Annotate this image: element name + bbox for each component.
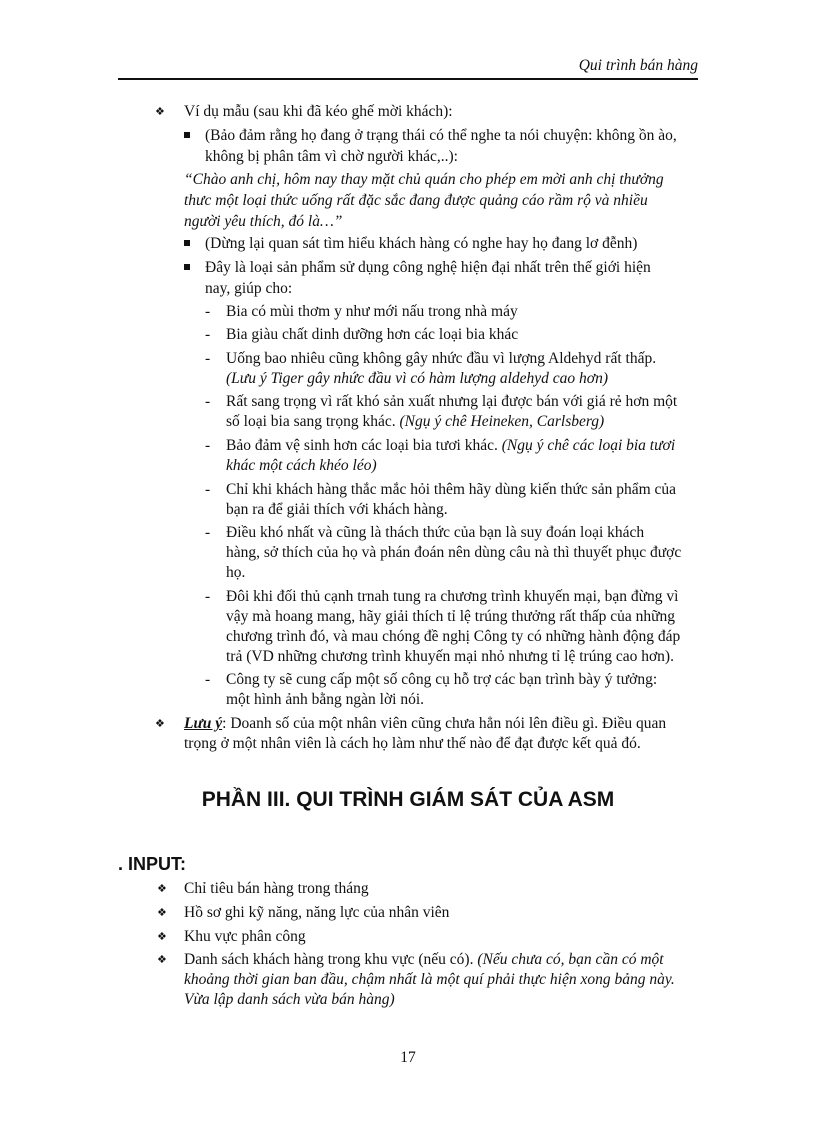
benefit-4-line-1: Rất sang trọng vì rất khó sản xuất nhưng lại được bán với giá rẻ hơn một bbox=[226, 393, 678, 410]
dash-bullet-icon: - bbox=[205, 437, 211, 454]
quote-line-1: “Chào anh chị, hôm nay thay mặt chủ quán cho phép em mời anh chị thưởng bbox=[184, 171, 664, 188]
section-title: PHẦN III. QUI TRÌNH GIÁM SÁT CỦA ASM bbox=[201, 788, 615, 811]
quote-line-2: thưc một loại thức uống rất đặc sắc đang được quảng cáo rầm rộ và nhiều bbox=[184, 192, 648, 209]
diamond-bullet-icon: ❖ bbox=[155, 106, 165, 118]
input-item-4-line-2: khoảng thời gian ban đầu, chậm nhất là một quí phải thực hiện xong bảng này. bbox=[184, 971, 675, 988]
benefit-4-aside: (Ngụ ý chê Heineken, Carlsberg) bbox=[399, 413, 605, 430]
condition-line-1: (Bảo đảm rằng họ đang ở trạng thái có thể nghe ta nói chuyện: không ồn ào, bbox=[205, 127, 677, 144]
header-rule bbox=[118, 78, 698, 80]
pause-text: (Dừng lại quan sát tìm hiểu khách hàng có nghe hay họ đang lơ đễnh) bbox=[205, 235, 638, 252]
benefit-6-line-1: Chỉ khi khách hàng thắc mắc hỏi thêm hãy dùng kiến thức sản phẩm của bbox=[226, 481, 677, 498]
input-item-2: Hồ sơ ghi kỹ năng, năng lực của nhân viên bbox=[184, 904, 450, 921]
dash-bullet-icon: - bbox=[205, 481, 211, 498]
square-bullet-icon bbox=[184, 240, 190, 246]
benefit-2: Bia giàu chất dinh dưỡng hơn các loại bia khác bbox=[226, 326, 519, 343]
note-text: : Doanh số của một nhân viên cũng chưa hẳn nói lên điều gì. Điều quan bbox=[222, 715, 667, 732]
input-item-4-line-1 bbox=[184, 950, 664, 970]
square-bullet-icon bbox=[184, 132, 190, 138]
benefit-7-line-3: họ. bbox=[226, 564, 246, 581]
benefit-7-line-1: Điều khó nhất và cũng là thách thức của bạn là suy đoán loại khách bbox=[226, 524, 645, 541]
input-item-4-text: Danh sách khách hàng trong khu vực (nếu có). bbox=[184, 951, 478, 968]
input-title: . INPUT: bbox=[118, 854, 187, 874]
product-line-2: nay, giúp cho: bbox=[205, 280, 293, 297]
example-title: Ví dụ mẫu (sau khi đã kéo ghế mời khách): bbox=[184, 103, 453, 120]
benefit-3-line-1: Uống bao nhiêu cũng không gây nhức đầu vì lượng Aldehyd rất thấp. bbox=[226, 350, 657, 367]
benefit-8-line-2: vậy mà hoang mang, hãy giải thích tỉ lệ trúng thưởng rất thấp của những bbox=[226, 608, 675, 625]
condition-line-2: không bị phân tâm vì chờ người khác,..): bbox=[205, 148, 458, 165]
benefit-5-line-1 bbox=[226, 436, 675, 456]
benefit-5-aside: (Ngụ ý chê các loại bia tươi bbox=[501, 437, 676, 454]
benefit-4-line-2 bbox=[226, 412, 604, 432]
benefit-8-line-4: trả (VD những chương trình khuyến mại nhỏ nhưng tỉ lệ trúng cao hơn). bbox=[226, 648, 674, 665]
diamond-bullet-icon: ❖ bbox=[157, 931, 167, 943]
diamond-bullet-icon: ❖ bbox=[157, 883, 167, 895]
diamond-bullet-icon: ❖ bbox=[157, 954, 167, 966]
benefit-9-line-1: Công ty sẽ cung cấp một số công cụ hỗ trợ các bạn trình bày ý tưởng: bbox=[226, 671, 658, 688]
quote-line-3: người yêu thích, đó là…” bbox=[184, 213, 343, 230]
benefit-3-line-2: (Lưu ý Tiger gây nhức đầu vì có hàm lượng aldehyd cao hơn) bbox=[226, 370, 608, 387]
diamond-bullet-icon: ❖ bbox=[157, 907, 167, 919]
note-line-2: trọng ở một nhân viên là cách họ làm như thế nào để đạt được kết quả đó. bbox=[184, 735, 641, 752]
diamond-bullet-icon: ❖ bbox=[155, 718, 165, 730]
page-number: 17 bbox=[400, 1049, 416, 1066]
dash-bullet-icon: - bbox=[205, 671, 211, 688]
running-header: Qui trình bán hàng bbox=[578, 57, 698, 74]
note-label: Lưu ý bbox=[184, 715, 223, 732]
product-line-1: Đây là loại sản phẩm sử dụng công nghệ hiện đại nhất trên thế giới hiện bbox=[205, 259, 651, 276]
dash-bullet-icon: - bbox=[205, 326, 211, 343]
input-item-4-line-3: Vừa lập danh sách vừa bán hàng) bbox=[184, 991, 395, 1008]
benefit-5-text: Bảo đảm vệ sinh hơn các loại bia tươi khác. bbox=[226, 437, 502, 454]
note-line-1 bbox=[184, 714, 666, 734]
benefit-8-line-1: Đôi khi đối thủ cạnh trnah tung ra chương trình khuyến mại, bạn đừng vì bbox=[226, 588, 679, 605]
dash-bullet-icon: - bbox=[205, 393, 211, 410]
input-item-4-aside: (Nếu chưa có, bạn cần có một bbox=[477, 951, 664, 968]
input-item-3: Khu vực phân công bbox=[184, 928, 306, 945]
benefit-4-text: số loại bia sang trọng khác. bbox=[226, 413, 400, 430]
benefit-1: Bia có mùi thơm y như mới nấu trong nhà máy bbox=[226, 303, 518, 320]
benefit-7-line-2: hàng, sở thích của họ và phán đoán nên dùng câu nà thì thuyết phục được bbox=[226, 544, 682, 561]
benefit-8-line-3: chương trình đó, và mau chóng đề nghị Công ty có những hành động đáp bbox=[226, 628, 681, 645]
benefit-6-line-2: bạn ra để giải thích với khách hàng. bbox=[226, 501, 448, 518]
dash-bullet-icon: - bbox=[205, 524, 211, 541]
square-bullet-icon bbox=[184, 264, 190, 270]
input-item-1: Chỉ tiêu bán hàng trong tháng bbox=[184, 880, 369, 897]
dash-bullet-icon: - bbox=[205, 588, 211, 605]
benefit-9-line-2: một hình ảnh bằng ngàn lời nói. bbox=[226, 691, 425, 708]
dash-bullet-icon: - bbox=[205, 303, 211, 320]
benefit-5-line-2: khác một cách khéo léo) bbox=[226, 457, 377, 474]
dash-bullet-icon: - bbox=[205, 350, 211, 367]
